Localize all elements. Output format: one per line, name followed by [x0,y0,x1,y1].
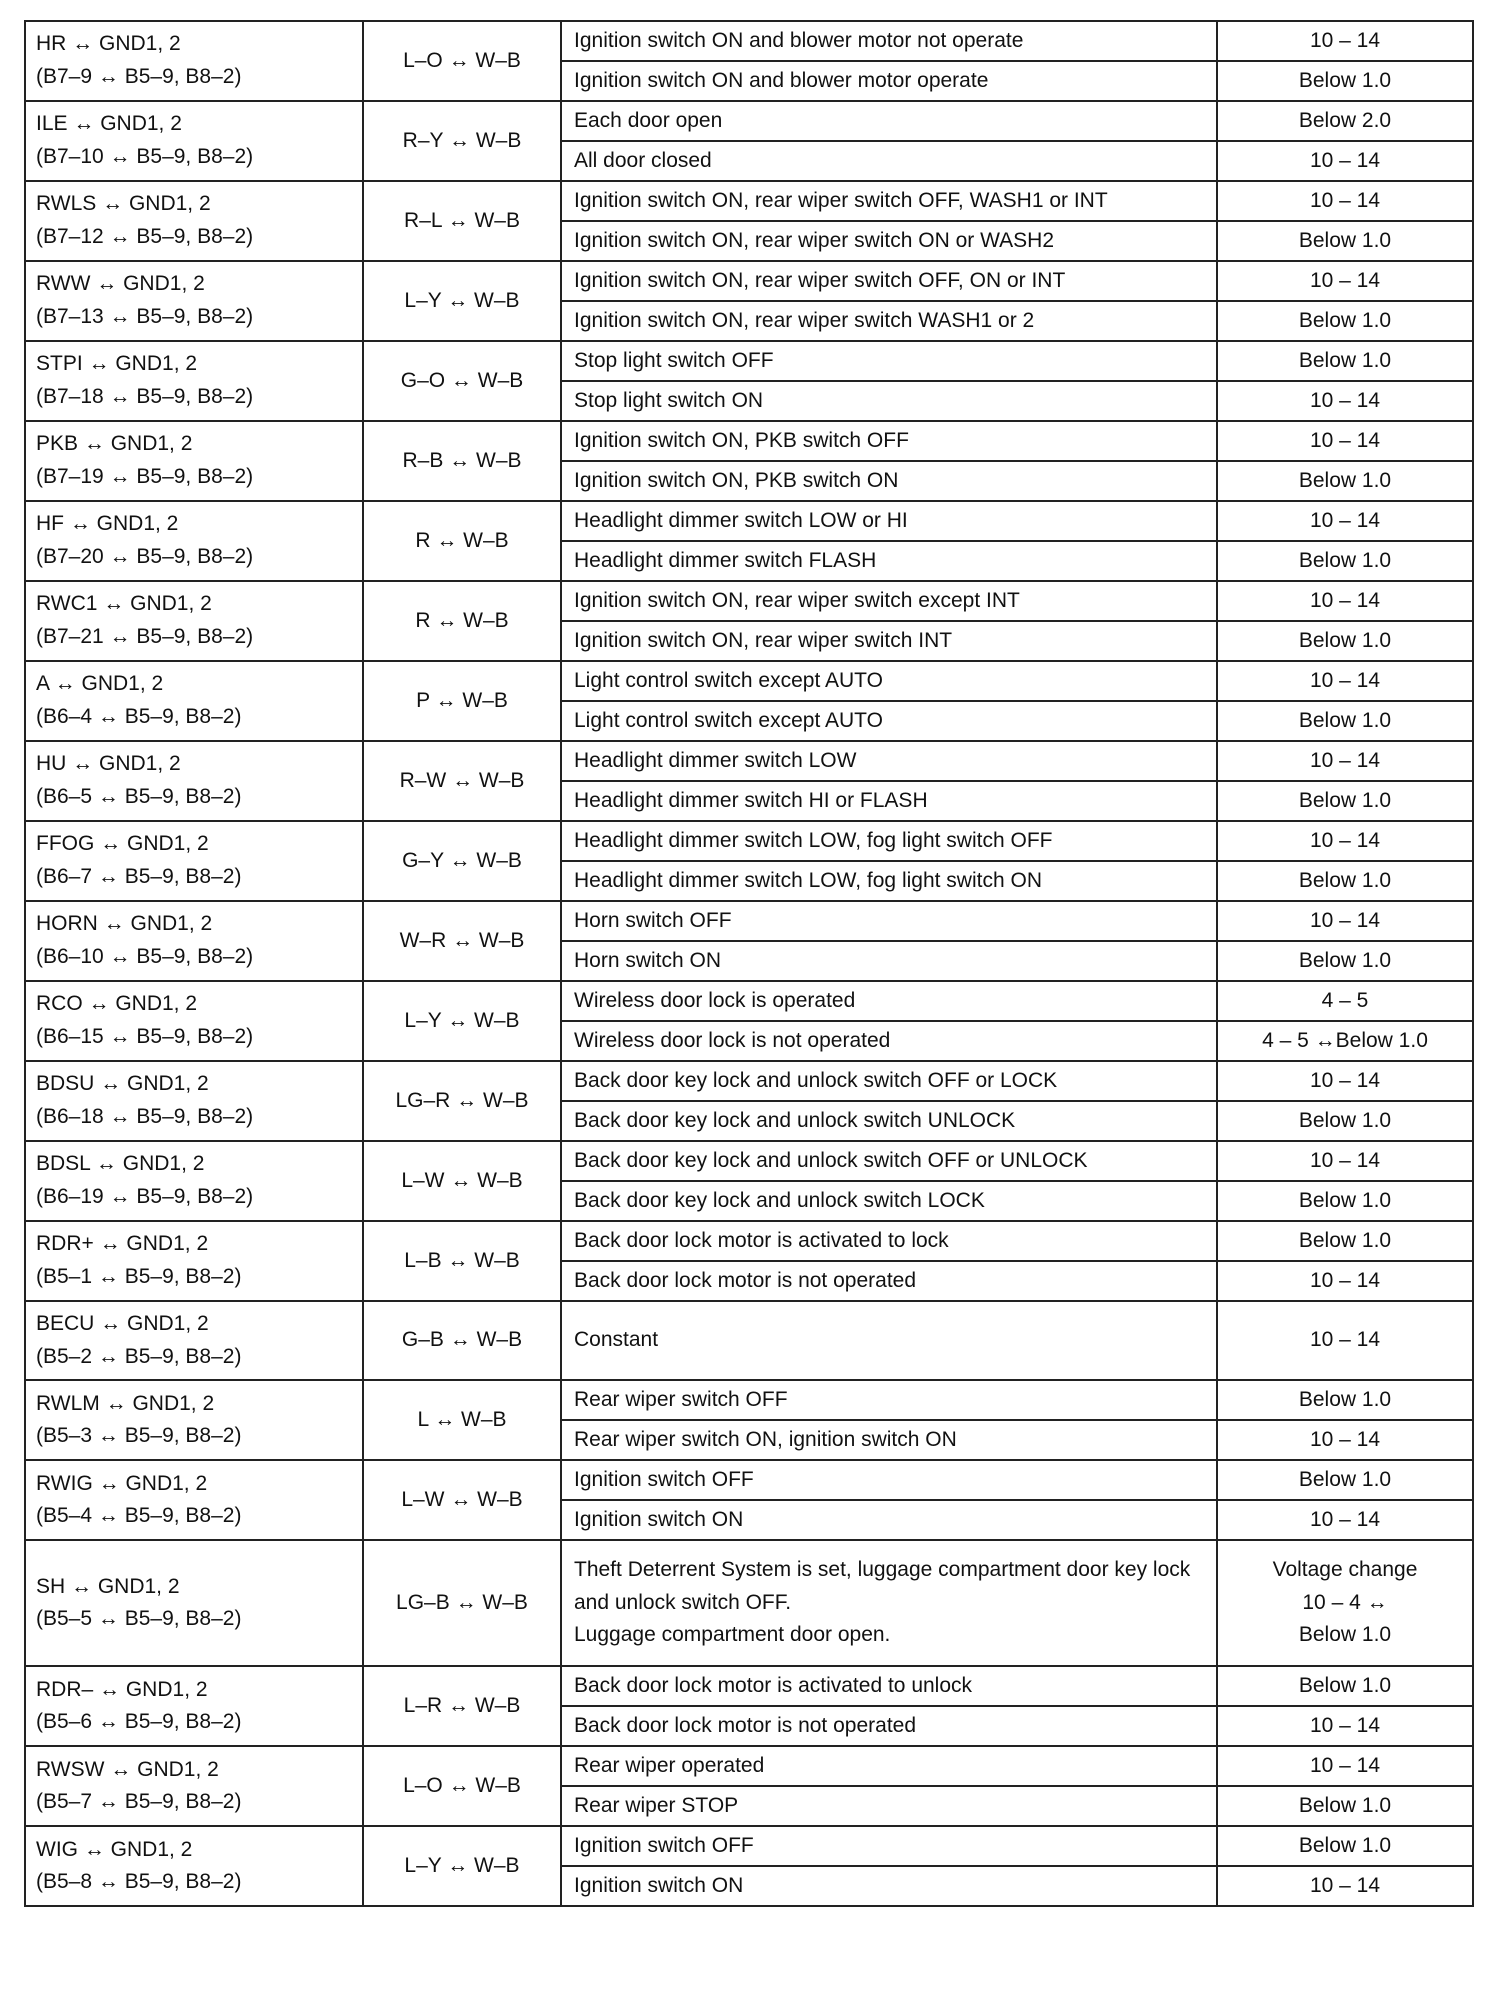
condition-cell: Horn switch ON [561,941,1217,981]
terminal-name: HORN ↔ GND1, 2 [36,912,213,936]
table-row [25,981,1473,1021]
wiring-color-cell: G–Y ↔ W–B [363,821,561,901]
terminal-cell [25,1666,363,1746]
condition-cell: Headlight dimmer switch LOW [561,741,1217,781]
terminal-name: WIG ↔ GND1, 2 [36,1837,193,1861]
condition-cell: Wireless door lock is not operated [561,1021,1217,1061]
specified-value-cell: 10 – 14 [1217,1866,1473,1906]
specified-value-cell: Below 1.0 [1217,1786,1473,1826]
table-row [25,501,1473,541]
specified-value-cell: Below 1.0 [1217,941,1473,981]
condition-cell: Stop light switch ON [561,381,1217,421]
specified-value-cell: Below 1.0 [1217,461,1473,501]
terminal-name: RWSW ↔ GND1, 2 [36,1757,219,1781]
specified-value-cell: Below 1.0 [1217,621,1473,661]
terminal-pins: (B6–19 ↔ B5–9, B8–2) [36,1185,254,1208]
condition-cell [561,1540,1217,1666]
condition-cell: Ignition switch ON, rear wiper switch WASH1 or 2 [561,301,1217,341]
condition-cell: Headlight dimmer switch LOW, fog light switch ON [561,861,1217,901]
specified-value-cell: Below 1.0 [1217,1181,1473,1221]
wiring-color-cell: R–Y ↔ W–B [363,101,561,181]
terminal-pins: (B5–8 ↔ B5–9, B8–2) [36,1870,242,1894]
table-row [25,1826,1473,1866]
specified-value-cell: Below 1.0 [1217,701,1473,741]
condition-cell: Horn switch OFF [561,901,1217,941]
terminal-name: BDSL ↔ GND1, 2 [36,1152,205,1176]
table-row [25,1380,1473,1420]
specified-value-cell: 4 – 5 [1217,981,1473,1021]
table-row [25,261,1473,301]
terminal-pins: (B7–13 ↔ B5–9, B8–2) [36,305,254,328]
terminal-cell [25,1380,363,1460]
specified-value-cell: 10 – 14 [1217,821,1473,861]
condition-cell: Each door open [561,101,1217,141]
table-row [25,1221,1473,1261]
condition-cell: Rear wiper operated [561,1746,1217,1786]
specified-value-cell: 10 – 14 [1217,381,1473,421]
terminal-name: RDR– ↔ GND1, 2 [36,1677,208,1701]
specified-value-cell: Below 1.0 [1217,341,1473,381]
wiring-color-cell: L ↔ W–B [363,1380,561,1460]
condition-cell: Back door key lock and unlock switch UNLOCK [561,1101,1217,1141]
specified-value-cell: Below 1.0 [1217,61,1473,101]
wiring-color-cell: G–O ↔ W–B [363,341,561,421]
specified-value-cell: 10 – 14 [1217,261,1473,301]
specified-value-cell: Below 1.0 [1217,301,1473,341]
terminal-cell [25,501,363,581]
condition-cell: Ignition switch ON, PKB switch OFF [561,421,1217,461]
specified-value-text: Voltage change 10 – 4 ↔ Below 1.0 [1272,1558,1418,1647]
condition-cell: Ignition switch ON and blower motor not operate [561,21,1217,61]
specified-value-cell: Below 1.0 [1217,1826,1473,1866]
terminal-pins: (B7–21 ↔ B5–9, B8–2) [36,625,254,648]
terminal-cell [25,901,363,981]
specified-value-cell: 10 – 14 [1217,581,1473,621]
condition-cell: Headlight dimmer switch LOW or HI [561,501,1217,541]
terminal-name: HU ↔ GND1, 2 [36,752,181,776]
condition-cell: Ignition switch ON, rear wiper switch OFF, WASH1 or INT [561,181,1217,221]
terminal-pins: (B7–9 ↔ B5–9, B8–2) [36,65,242,88]
terminal-cell [25,261,363,341]
wiring-color-cell: LG–B ↔ W–B [363,1540,561,1666]
terminal-cell [25,181,363,261]
specified-value-cell: 10 – 14 [1217,1420,1473,1460]
wiring-color-cell: L–W ↔ W–B [363,1141,561,1221]
terminal-name: BDSU ↔ GND1, 2 [36,1072,209,1096]
terminal-name: FFOG ↔ GND1, 2 [36,832,209,856]
terminal-cell [25,1826,363,1906]
table-row [25,21,1473,61]
condition-cell: Back door key lock and unlock switch LOCK [561,1181,1217,1221]
specified-value-cell: Below 1.0 [1217,1101,1473,1141]
terminal-pins: (B5–2 ↔ B5–9, B8–2) [36,1344,242,1368]
terminal-cell [25,821,363,901]
terminal-pins: (B5–1 ↔ B5–9, B8–2) [36,1265,242,1288]
terminal-cell [25,1301,363,1380]
condition-cell: Ignition switch ON [561,1500,1217,1540]
condition-cell: Light control switch except AUTO [561,661,1217,701]
terminal-pins: (B7–12 ↔ B5–9, B8–2) [36,225,254,248]
specified-value-cell [1217,1540,1473,1666]
table-row [25,1301,1473,1380]
wiring-color-cell: L–O ↔ W–B [363,1746,561,1826]
condition-text: Theft Deterrent System is set, luggage compartment door key lock and unlock switch OFF. Luggage compartment door open. [574,1558,1191,1647]
terminal-pins: (B5–6 ↔ B5–9, B8–2) [36,1710,242,1734]
terminal-name: HR ↔ GND1, 2 [36,32,181,56]
table-row [25,101,1473,141]
terminal-pins: (B5–4 ↔ B5–9, B8–2) [36,1504,242,1528]
terminal-name: A ↔ GND1, 2 [36,672,164,696]
table-row [25,581,1473,621]
wiring-color-cell: R ↔ W–B [363,501,561,581]
table-row [25,1540,1473,1666]
condition-cell: Ignition switch ON, rear wiper switch ON or WASH2 [561,221,1217,261]
terminal-cell [25,981,363,1061]
terminal-cell [25,1221,363,1301]
wiring-color-cell: L–Y ↔ W–B [363,261,561,341]
terminal-pins: (B6–10 ↔ B5–9, B8–2) [36,945,254,968]
table-row [25,181,1473,221]
specified-value-cell: Below 1.0 [1217,1380,1473,1420]
condition-cell: Headlight dimmer switch FLASH [561,541,1217,581]
terminal-name: RWLM ↔ GND1, 2 [36,1391,215,1415]
specified-value-cell: 10 – 14 [1217,741,1473,781]
terminal-cell [25,21,363,101]
terminal-pins: (B6–18 ↔ B5–9, B8–2) [36,1105,254,1128]
condition-cell: Ignition switch ON, rear wiper switch INT [561,621,1217,661]
condition-cell: Constant [561,1301,1217,1380]
specified-value-cell: Below 1.0 [1217,1460,1473,1500]
table-row [25,421,1473,461]
specified-value-cell: Below 2.0 [1217,101,1473,141]
terminal-name: RWC1 ↔ GND1, 2 [36,592,212,616]
terminal-cell [25,101,363,181]
terminal-pins: (B6–15 ↔ B5–9, B8–2) [36,1025,254,1048]
table-row [25,661,1473,701]
terminal-pins: (B6–4 ↔ B5–9, B8–2) [36,705,242,728]
table-row [25,1061,1473,1101]
specified-value-cell: 10 – 14 [1217,21,1473,61]
terminal-name: PKB ↔ GND1, 2 [36,432,193,456]
wiring-color-cell: R ↔ W–B [363,581,561,661]
wiring-color-cell: W–R ↔ W–B [363,901,561,981]
table-row [25,821,1473,861]
condition-cell: Headlight dimmer switch HI or FLASH [561,781,1217,821]
specified-value-cell: Below 1.0 [1217,781,1473,821]
specified-value-cell: 10 – 14 [1217,501,1473,541]
terminal-pins: (B7–10 ↔ B5–9, B8–2) [36,145,254,168]
condition-cell: Back door key lock and unlock switch OFF or LOCK [561,1061,1217,1101]
wiring-color-cell: G–B ↔ W–B [363,1301,561,1380]
table-row [25,1460,1473,1500]
condition-cell: Back door lock motor is not operated [561,1706,1217,1746]
wiring-color-cell: R–B ↔ W–B [363,421,561,501]
terminal-name: RWLS ↔ GND1, 2 [36,192,211,216]
terminal-name: RCO ↔ GND1, 2 [36,992,198,1016]
specified-value-cell: 10 – 14 [1217,1706,1473,1746]
specified-value-cell: 10 – 14 [1217,661,1473,701]
specified-value-cell: 10 – 14 [1217,1261,1473,1301]
specified-value-cell: 10 – 14 [1217,1746,1473,1786]
terminal-cell [25,661,363,741]
terminal-name: RWW ↔ GND1, 2 [36,272,205,296]
wiring-color-cell: L–B ↔ W–B [363,1221,561,1301]
condition-cell: Back door key lock and unlock switch OFF or UNLOCK [561,1141,1217,1181]
specified-value-cell: 10 – 14 [1217,901,1473,941]
terminal-cell [25,581,363,661]
condition-cell: Ignition switch OFF [561,1826,1217,1866]
table-row [25,1141,1473,1181]
specified-value-cell: Below 1.0 [1217,221,1473,261]
terminal-cell [25,1460,363,1540]
terminal-pins: (B5–5 ↔ B5–9, B8–2) [36,1607,242,1631]
table-row [25,341,1473,381]
terminal-pins: (B7–18 ↔ B5–9, B8–2) [36,385,254,408]
terminal-name: BECU ↔ GND1, 2 [36,1312,209,1335]
condition-cell: Rear wiper switch OFF [561,1380,1217,1420]
wiring-color-cell: L–R ↔ W–B [363,1666,561,1746]
specified-value-cell: 10 – 14 [1217,421,1473,461]
terminal-cell [25,1746,363,1826]
wiring-color-cell: R–L ↔ W–B [363,181,561,261]
terminal-cell [25,1540,363,1666]
terminal-name: RWIG ↔ GND1, 2 [36,1471,208,1495]
terminal-pins: (B6–5 ↔ B5–9, B8–2) [36,785,242,808]
condition-cell: Ignition switch ON, PKB switch ON [561,461,1217,501]
condition-cell: Ignition switch ON [561,1866,1217,1906]
terminal-pins: (B5–3 ↔ B5–9, B8–2) [36,1424,242,1448]
condition-cell: Rear wiper STOP [561,1786,1217,1826]
terminal-cell [25,341,363,421]
specified-value-cell: Below 1.0 [1217,861,1473,901]
terminal-pins: (B5–7 ↔ B5–9, B8–2) [36,1790,242,1814]
terminal-voltage-table [24,20,1474,1907]
condition-cell: Ignition switch ON, rear wiper switch OFF, ON or INT [561,261,1217,301]
condition-cell: Back door lock motor is activated to lock [561,1221,1217,1261]
terminal-cell [25,741,363,821]
condition-cell: Wireless door lock is operated [561,981,1217,1021]
condition-cell: Rear wiper switch ON, ignition switch ON [561,1420,1217,1460]
wiring-color-cell: L–Y ↔ W–B [363,1826,561,1906]
table-row [25,1746,1473,1786]
terminal-name: HF ↔ GND1, 2 [36,512,179,536]
terminal-name: RDR+ ↔ GND1, 2 [36,1232,209,1256]
condition-cell: Ignition switch OFF [561,1460,1217,1500]
terminal-pins: (B6–7 ↔ B5–9, B8–2) [36,865,242,888]
condition-cell: Headlight dimmer switch LOW, fog light switch OFF [561,821,1217,861]
table-body [25,21,1473,1906]
specified-value-cell: 10 – 14 [1217,1301,1473,1380]
table-row [25,741,1473,781]
condition-cell: Ignition switch ON and blower motor operate [561,61,1217,101]
condition-cell: Back door lock motor is not operated [561,1261,1217,1301]
terminal-name: STPI ↔ GND1, 2 [36,352,198,376]
terminal-pins: (B7–19 ↔ B5–9, B8–2) [36,465,254,488]
wiring-color-cell: L–O ↔ W–B [363,21,561,101]
wiring-color-cell: L–W ↔ W–B [363,1460,561,1540]
specified-value-cell: 10 – 14 [1217,181,1473,221]
terminal-pins: (B7–20 ↔ B5–9, B8–2) [36,545,254,568]
table-row [25,901,1473,941]
wiring-color-cell: L–Y ↔ W–B [363,981,561,1061]
condition-cell: Stop light switch OFF [561,341,1217,381]
condition-cell: All door closed [561,141,1217,181]
specified-value-cell: 10 – 14 [1217,1061,1473,1101]
wiring-color-cell: LG–R ↔ W–B [363,1061,561,1141]
terminal-cell [25,1141,363,1221]
terminal-cell [25,421,363,501]
condition-cell: Ignition switch ON, rear wiper switch except INT [561,581,1217,621]
specified-value-cell: Below 1.0 [1217,1666,1473,1706]
specified-value-cell: Below 1.0 [1217,541,1473,581]
terminal-name: ILE ↔ GND1, 2 [36,112,182,136]
specified-value-cell: Below 1.0 [1217,1221,1473,1261]
wiring-color-cell: R–W ↔ W–B [363,741,561,821]
condition-cell: Back door lock motor is activated to unlock [561,1666,1217,1706]
wiring-color-cell: P ↔ W–B [363,661,561,741]
terminal-voltage-table-container [24,20,1472,1907]
specified-value-cell: 4 – 5 ↔Below 1.0 [1217,1021,1473,1061]
terminal-cell [25,1061,363,1141]
condition-cell: Light control switch except AUTO [561,701,1217,741]
specified-value-cell: 10 – 14 [1217,1500,1473,1540]
specified-value-cell: 10 – 14 [1217,1141,1473,1181]
table-row [25,1666,1473,1706]
terminal-name: SH ↔ GND1, 2 [36,1574,180,1598]
specified-value-cell: 10 – 14 [1217,141,1473,181]
